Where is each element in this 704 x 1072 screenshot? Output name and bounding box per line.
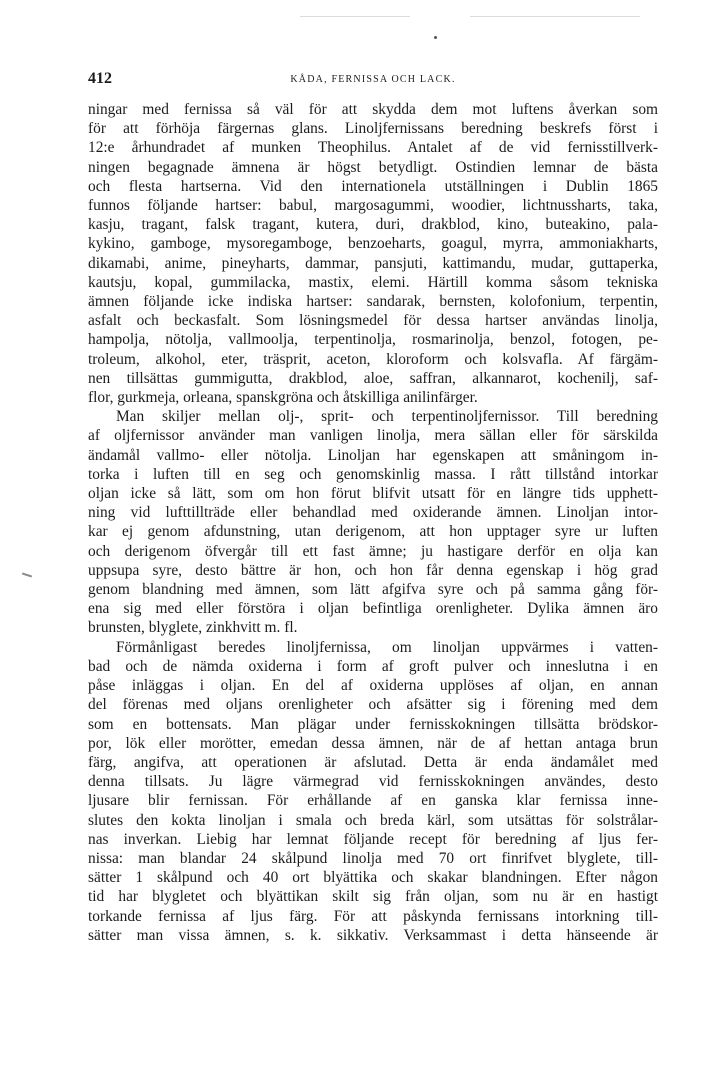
text-line: af oljfernissor använder man vanligen linolja, mera sällan eller för särskilda (88, 427, 658, 445)
text-line: flor, gurkmeja, orleana, spanskgröna och åtskilliga anilinfärger. (88, 389, 478, 407)
text-line: ning vid lufttillträde eller behandlad med oxiderande ämnen. Linoljan intor- (88, 504, 658, 522)
text-line: ändamål vallmo- eller nötolja. Linoljan har egenskapen att småningom in- (88, 446, 658, 464)
text-line: kasju, tragant, falsk tragant, kutera, duri, drakblod, kino, buteakino, pala- (88, 216, 658, 234)
text-line: del förenas med oljans orenligheter och afsätter sig i förening med dem (88, 696, 658, 714)
page-header (88, 62, 658, 92)
text-line: nissa: man blandar 24 skålpund linolja med 70 ort finrifvet blyglete, till- (88, 849, 658, 867)
text-line: påse inläggas i oljan. En del af oxiderna upplöses af oljan, en annan (88, 677, 658, 695)
body-text (88, 100, 658, 945)
text-line: slutes den kokta linoljan i smala och breda kärl, som utsättas för solstrålar- (88, 811, 658, 829)
scan-edge-mark (300, 16, 410, 17)
text-line: kar ej genom afdunstning, utan derigenom, att hon upptager syre ur luften (88, 523, 658, 541)
text-line: torkande fernissa af ljus färg. För att påskynda fernissans intorkning till- (88, 907, 658, 925)
text-line: färg, angifva, att operationen är afslutad. Detta är enda ändamålet med (88, 753, 658, 771)
text-line: sätter man vissa ämnen, s. k. sikkativ. Verksammast i detta hänseende är (88, 926, 658, 944)
text-line: oljan icke så lätt, som om hon förut blifvit utsatt för en längre tids upphett- (88, 485, 658, 503)
text-line: för att förhöja färgernas glans. Linoljfernissans beredning beskrefs först i (88, 120, 658, 138)
text-line: ljusare blir fernissan. För erhållande af en ganska klar fernissa inne- (88, 792, 658, 810)
text-line: 12:e århundradet af munken Theophilus. Antalet af de vid fernisstillverk- (88, 139, 658, 157)
text-line: troleum, alkohol, eter, träsprit, aceton, kloroform och kolsvafla. Af färgäm- (88, 350, 658, 368)
text-line: torka i luften till en seg och genomskinlig massa. I rått tillstånd intorkar (88, 465, 658, 483)
paragraph (88, 100, 658, 407)
text-line: ena sig med eller förstöra i oljan befintliga orenligheter. Dylika ämnen äro (88, 600, 658, 618)
scan-speck (434, 36, 437, 39)
text-line: nas inverkan. Liebig har lemnat följande recept för beredning af ljus fer- (88, 830, 658, 848)
text-line: asfalt och beckasfalt. Som lösningsmedel för dessa hartser användas linolja, (88, 312, 658, 330)
text-line: bad och de nämda oxiderna i form af groft pulver och inneslutna i en (88, 657, 658, 675)
text-line: denna tillsats. Ju lägre värmegrad vid fernisskokningen användes, desto (88, 773, 658, 791)
text-line: som en bottensats. Man plägar under fernisskokningen tillsätta brödskor- (88, 715, 658, 733)
text-line: ningar med fernissa så väl för att skydda dem mot luftens åverkan som (88, 101, 658, 118)
text-line: och flesta hartserna. Vid den internationela utställningen i Dublin 1865 (88, 177, 658, 195)
margin-mark (22, 573, 32, 578)
text-line: brunsten, blyglete, zinkhvitt m. fl. (88, 619, 298, 637)
text-line: nen tillsättas gummigutta, drakblod, aloe, saffran, alkannarot, kochenilj, saf- (88, 369, 658, 387)
text-line: dikamabi, anime, pineyharts, dammar, pansjuti, kattimandu, mudar, guttaperka, (88, 254, 658, 272)
text-line: Man skiljer mellan olj-, sprit- och terpentinoljfernissor. Till beredning (116, 408, 658, 426)
text-line: tid har blygletet och blyättikan skilt sig från oljan, som nu är en hastigt (88, 888, 658, 906)
text-line: kautsju, kopal, gummilacka, mastix, elemi. Härtill komma såsom tekniska (88, 273, 658, 291)
text-line: uppsupa syre, desto bättre är hon, och hon får denna egenskap i hög grad (88, 561, 658, 579)
paragraph (88, 638, 658, 945)
page-number: 412 (88, 70, 112, 87)
text-line: Förmånligast beredes linoljfernissa, om linoljan uppvärmes i vatten- (116, 638, 658, 656)
running-title: KÅDA, FERNISSA OCH LACK. (290, 74, 456, 85)
text-line: por, lök eller morötter, emedan dessa ämnen, när de af hettan antaga brun (88, 734, 658, 752)
text-line: ningen begagnade ämnena är högst betydligt. Ostindien lemnar de bästa (88, 158, 658, 176)
text-line: och derigenom öfvergår till ett fast ämne; ju hastigare derför en olja kan (88, 542, 658, 560)
book-page (88, 62, 658, 945)
text-line: kykino, gamboge, mysoregamboge, benzoeharts, goagul, myrra, ammoniakharts, (88, 235, 658, 253)
scan-edge-mark (470, 16, 640, 17)
text-line: genom blandning med ämnen, som lätt afgifva syre och på samma gång för- (88, 581, 658, 599)
text-line: ämnen följande icke indiska hartser: sandarak, bernsten, kolofonium, terpentin, (88, 293, 658, 311)
text-line: sätter 1 skålpund och 40 ort blyättika och skakar blandningen. Efter någon (88, 869, 658, 887)
paragraph (88, 407, 658, 637)
text-line: hampolja, nötolja, vallmoolja, terpentinolja, rosmarinolja, benzol, fotogen, pe- (88, 331, 658, 349)
text-line: funnos följande hartser: babul, margosagummi, woodier, lichtnussharts, taka, (88, 197, 658, 215)
